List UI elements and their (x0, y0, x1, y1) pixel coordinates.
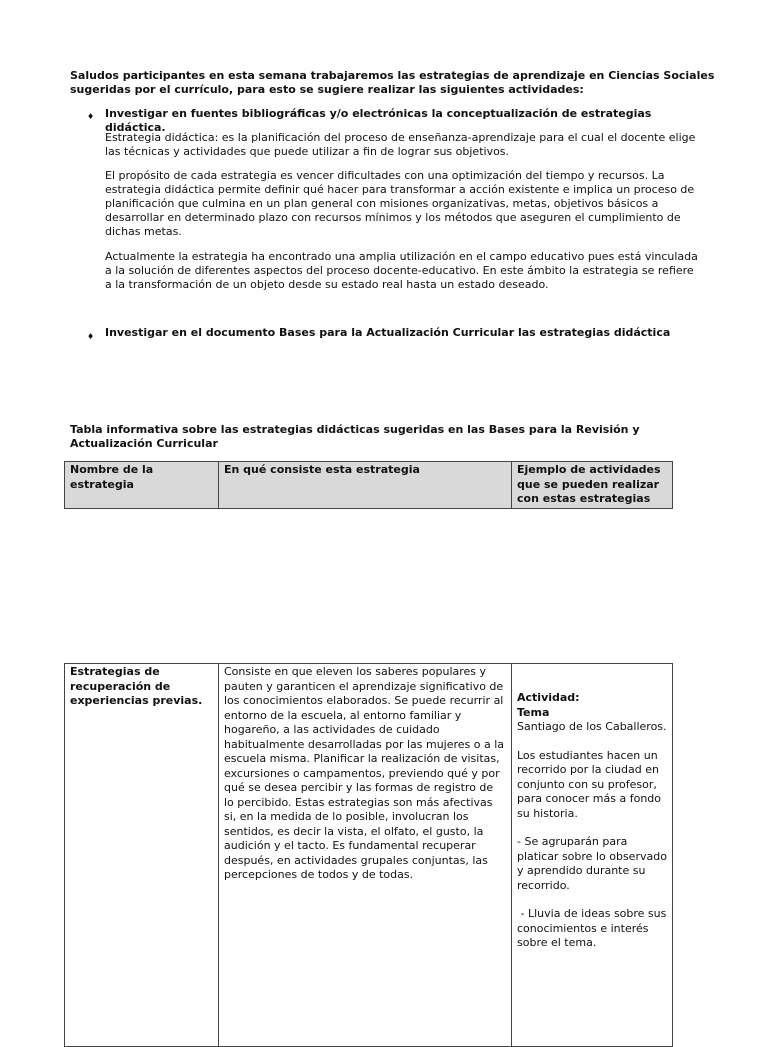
activity-step-3: - Lluvia de ideas sobre sus conocimientos e interés sobre el tema. (517, 907, 670, 949)
header-description: En qué consiste esta estrategia (219, 462, 512, 509)
header-strategy-name: Nombre de la estrategia (65, 462, 219, 509)
item1-paragraph-2: El propósito de cada estrategia es vencer dificultades con una optimización del tiempo y recursos. La estrategia didáctica permite definir qué hacer para transformar a acción existente e implica un proceso de planificación que culmina en un plan general con misiones organizativas, metas, objetivos básicos a desarrollar en determinado plazo con recursos mínimos y los métodos que aseguren el cumplimiento de dichas metas. (105, 169, 695, 238)
header-activities: Ejemplo de actividades que se pueden realizar con estas estrategias (512, 462, 673, 509)
activity-label: Actividad: (517, 691, 580, 704)
strategy-description-cell: Consiste en que eleven los saberes populares y pauten y garanticen el aprendizaje significativo de los conocimientos elaborados. Se puede recurrir al entorno de la escuela, al entorno familiar y hogareño, a las actividades de cuidado habitualmente desarrolladas por las mujeres o a la escuela misma. Planificar la realización de visitas, excursiones o campamentos, previendo qué y por qué se desea percibir y las formas de registro de lo percibido. Estas estrategias son más afectivas si, en la medida de lo posible, involucran los sentidos, es decir la vista, el olfato, el gusto, la audición y el tacto. Es fundamental recuperar después, en actividades grupales conjuntas, las percepciones de todos y de todas. (219, 664, 512, 1047)
item1-paragraph-1: Estrategia didáctica: es la planificación del proceso de enseñanza-aprendizaje para el cual el docente elige las técnicas y actividades que puede utilizar a fin de lograr sus objetivos. (105, 131, 696, 158)
table-caption: Tabla informativa sobre las estrategias didácticas sugeridas en las Bases para la Revisión y Actualización Curricular (70, 423, 640, 450)
theme-value: Santiago de los Caballeros. (517, 720, 667, 733)
activity-step-1: Los estudiantes hacen un recorrido por la ciudad en conjunto con su profesor, para conocer más a fondo su historia. (517, 748, 662, 820)
strategy-name-cell: Estrategias de recuperación de experiencias previas. (65, 664, 219, 1047)
activity-step-2: - Se agruparán para platicar sobre lo observado y aprendido durante su recorrido. (517, 835, 667, 892)
intro-text: Saludos participantes en esta semana trabajaremos las estrategias de aprendizaje en Ciencias Sociales sugeridas por el currículo, para esto se sugiere realizar las siguientes actividades: (70, 69, 715, 96)
strategy-activities-cell (512, 664, 673, 1047)
item2-heading: Investigar en el documento Bases para la Actualización Curricular las estrategias didáctica (105, 326, 671, 339)
bullet-icon: ♦ (87, 332, 95, 341)
table-row (65, 664, 673, 1047)
item1-heading: Investigar en fuentes bibliográficas y/o electrónicas la conceptualización de estrategias didáctica. (105, 107, 652, 134)
strategies-table-header (64, 461, 673, 509)
bullet-icon: ♦ (87, 112, 95, 121)
strategies-table-body (64, 663, 673, 1047)
item1-paragraph-3: Actualmente la estrategia ha encontrado una amplia utilización en el campo educativo pues está vinculada a la solución de diferentes aspectos del proceso docente-educativo. En este ámbito la estrategia se refiere a la transformación de un objeto desde su estado real hasta un estado deseado. (105, 250, 698, 291)
theme-label: Tema (517, 705, 550, 719)
